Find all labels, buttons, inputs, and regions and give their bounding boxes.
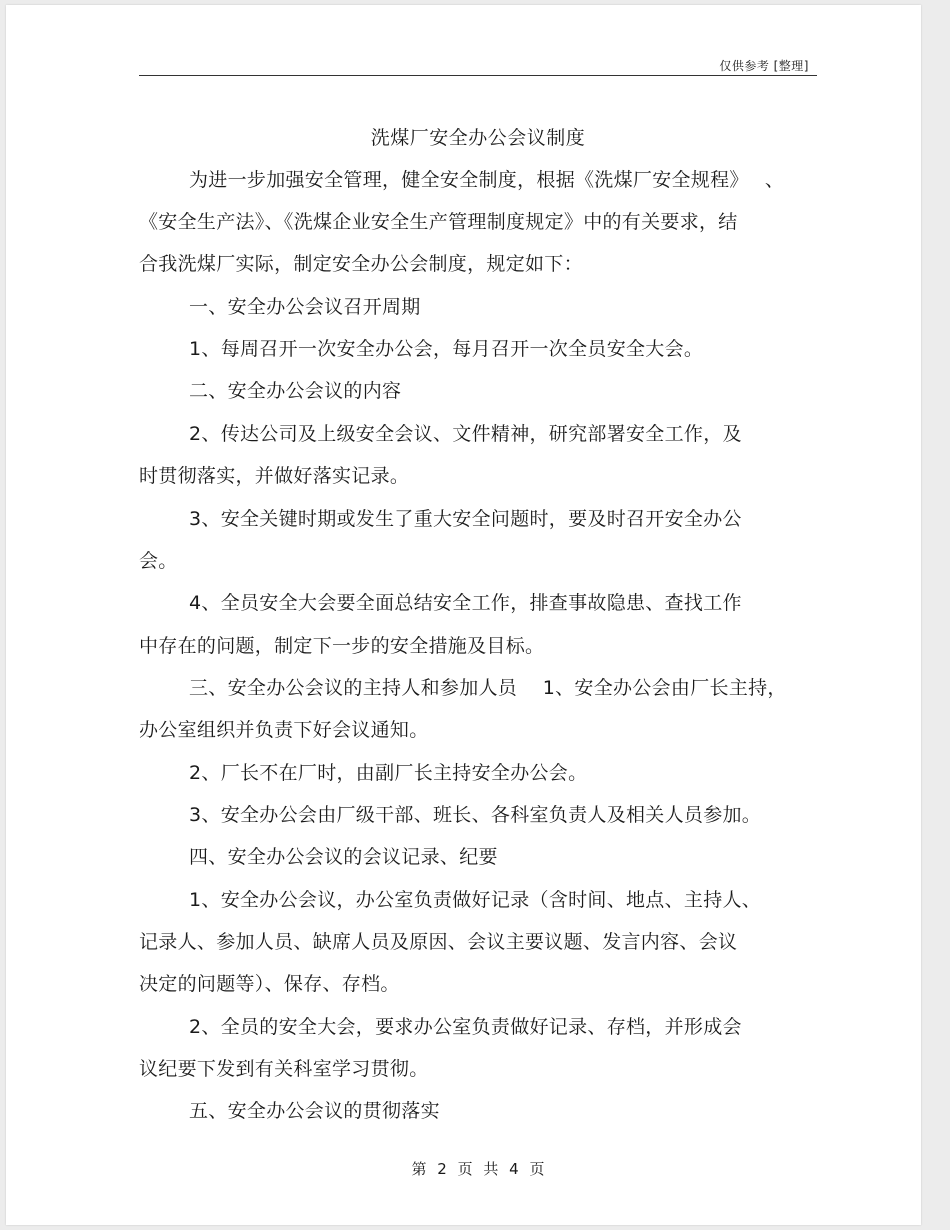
paragraph-line: 2、厂长不在厂时，由副厂长主持安全办公会。 — [189, 762, 588, 784]
page-number: 第 2 页 共 4 页 — [411, 1160, 545, 1178]
section-heading: 四、安全办公会议的会议记录、纪要 — [189, 846, 498, 868]
paragraph-line: 为进一步加强安全管理，健全安全制度，根据《洗煤厂安全规程》 、 — [189, 169, 785, 191]
paragraph-line: 《安全生产法》、《洗煤企业安全生产管理制度规定》中的有关要求，结 — [139, 211, 738, 233]
document-title: 洗煤厂安全办公会议制度 — [370, 127, 586, 149]
paragraph-line: 1、每周召开一次安全办公会，每月召开一次全员安全大会。 — [189, 338, 704, 360]
document-page — [6, 5, 921, 1225]
paragraph-line: 议纪要下发到有关科室学习贯彻。 — [139, 1058, 429, 1080]
paragraph-line: 4、全员安全大会要全面总结安全工作，排查事故隐患、查找工作 — [189, 592, 742, 614]
paragraph-line: 办公室组织并负责下好会议通知。 — [139, 719, 429, 741]
section-heading: 一、安全办公会议召开周期 — [189, 296, 421, 318]
section-heading: 三、安全办公会议的主持人和参加人员 1、安全办公会由厂长主持， — [189, 677, 787, 699]
paragraph-line: 中存在的问题，制定下一步的安全措施及目标。 — [139, 635, 545, 657]
header-note: 仅供参考 [整理] — [719, 59, 809, 73]
paragraph-line: 会。 — [139, 550, 178, 572]
paragraph-line: 决定的问题等）、保存、存档。 — [139, 973, 400, 995]
paragraph-line: 合我洗煤厂实际，制定安全办公会制度，规定如下： — [139, 253, 583, 275]
paragraph-line: 3、安全关键时期或发生了重大安全问题时，要及时召开安全办公 — [189, 508, 742, 530]
header-rule — [139, 75, 817, 76]
paragraph-line: 2、全员的安全大会，要求办公室负责做好记录、存档，并形成会 — [189, 1016, 742, 1038]
section-heading: 五、安全办公会议的贯彻落实 — [189, 1100, 440, 1122]
paragraph-line: 记录人、参加人员、缺席人员及原因、会议主要议题、发言内容、会议 — [139, 931, 738, 953]
paragraph-line: 1、安全办公会议，办公室负责做好记录（含时间、地点、主持人、 — [189, 889, 762, 911]
paragraph-line: 2、传达公司及上级安全会议、文件精神，研究部署安全工作，及 — [189, 423, 742, 445]
paragraph-line: 3、安全办公会由厂级干部、班长、各科室负责人及相关人员参加。 — [189, 804, 762, 826]
paragraph-line: 时贯彻落实，并做好落实记录。 — [139, 465, 410, 487]
section-heading: 二、安全办公会议的内容 — [189, 380, 402, 402]
